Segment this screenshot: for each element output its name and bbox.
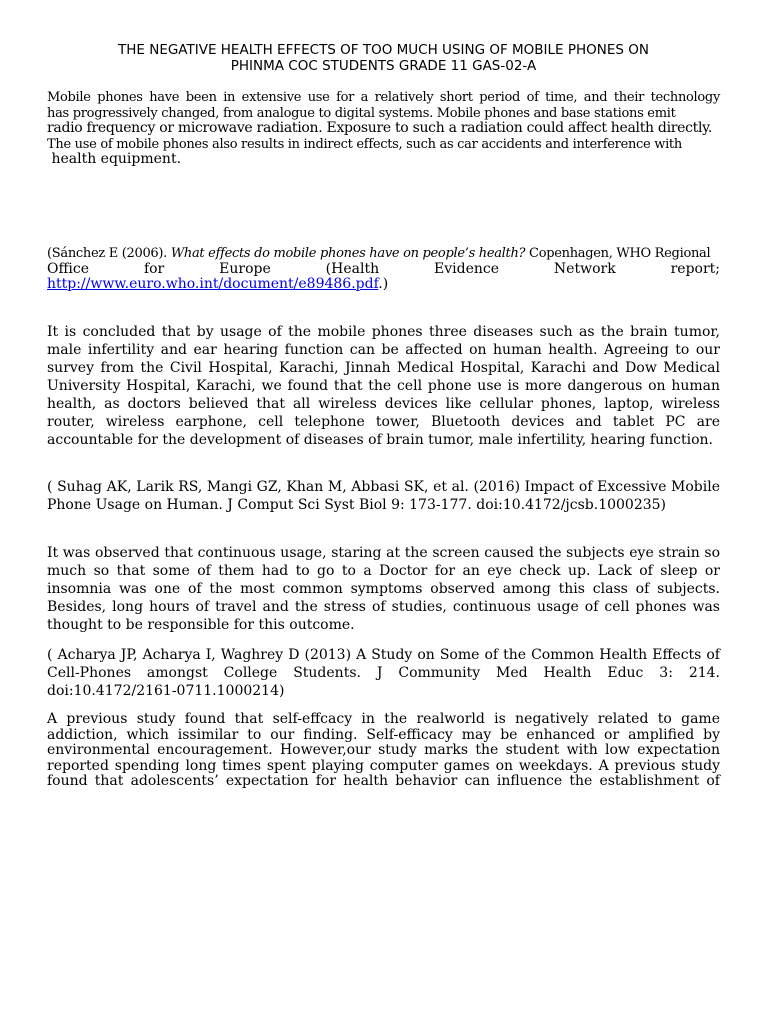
reference-who-line-2: Office for Europe (Health Evidence Network report;	[47, 260, 720, 277]
intro-line-3: radio frequency or microwave radiation. Exposure to such a radiation could affect health directly.	[47, 120, 713, 136]
intro-paragraph	[47, 90, 720, 168]
intro-line-2: has progressively changed, from analogue to digital systems. Mobile phones and base stations emit	[47, 105, 676, 121]
who-document-link[interactable]: http://www.euro.who.int/document/e89486.pdf	[47, 276, 379, 292]
eye-strain-paragraph: It was observed that continuous usage, staring at the screen caused the subjects eye strain so much so that some of them had to go to a Doctor for an eye check up. Lack of sleep or insomnia was one of the most common symptoms observed among this class of subjects. Besides, long hours of travel and the stress of studies, continuous usage of cell phones was thought to be responsible for this outcome.	[47, 545, 720, 633]
intro-line-4: The use of mobile phones also results in indirect effects, such as car accidents and interference with	[47, 136, 682, 152]
document-title	[47, 43, 720, 74]
reference-who	[47, 246, 720, 293]
reference-suhag: ( Suhag AK, Larik RS, Mangi GZ, Khan M, Abbasi SK, et al. (2016) Impact of Excessive Mobile Phone Usage on Human. J Comput Sci Syst Biol 9: 173-177. doi:10.4172/jcsb.1000235)	[47, 479, 720, 513]
self-efficacy-line-1: A previous study found that self-effcacy in the realworld is negatively related to game	[47, 711, 720, 727]
self-efficacy-line-4: reported spending long times spent playing computer games on weekdays. A previous study	[47, 757, 720, 774]
findings-paragraph: It is concluded that by usage of the mobile phones three diseases such as the brain tumor, male infertility and ear hearing function can be affected on human health. Agreeing to our survey from the Civil Hospital, Karachi, Jinnah Medical Hospital, Karachi and Dow Medical University Hospital, Karachi, we found that the cell phone use is more dangerous on human health, as doctors believed that all wireless devices like cellular phones, laptop, wireless router, wireless earphone, cell telephone tower, Bluetooth devices and tablet PC are accountable for the development of diseases of brain tumor, male infertility, hearing function.	[47, 324, 720, 448]
reference-who-line-1: (Sánchez E (2006). What effects do mobile phones have on people’s health? Copenhagen, WHO Regional	[47, 246, 711, 261]
self-efficacy-line-2: addiction, which issimilar to our finding. Self-efficacy may be enhanced or amplified by	[47, 726, 720, 743]
title-line-1: THE NEGATIVE HEALTH EFFECTS OF TOO MUCH USING OF MOBILE PHONES ON	[118, 42, 649, 58]
reference-acharya: ( Acharya JP, Acharya I, Waghrey D (2013) A Study on Some of the Common Health Effects of Cell-Phones amongst College Students. J Community Med Health Educ 3: 214. doi:10.4172/2161-0711.1000214)	[47, 647, 720, 699]
reference-who-title: What effects do mobile phones have on people’s health?	[170, 246, 526, 261]
self-efficacy-paragraph	[47, 712, 720, 790]
intro-line-5: health equipment.	[47, 151, 182, 167]
title-line-2: PHINMA COC STUDENTS GRADE 11 GAS-02-A	[230, 57, 537, 74]
self-efficacy-line-3: environmental encouragement. However,our study marks the student with low expectation	[47, 742, 720, 758]
intro-line-1: Mobile phones have been in extensive use for a relatively short period of time, and their technology	[47, 90, 720, 105]
reference-who-line-3: http://www.euro.who.int/document/e89486.pdf.)	[47, 276, 389, 292]
self-efficacy-line-5: found that adolescents’ expectation for health behavior can influence the establishment of	[47, 773, 720, 789]
